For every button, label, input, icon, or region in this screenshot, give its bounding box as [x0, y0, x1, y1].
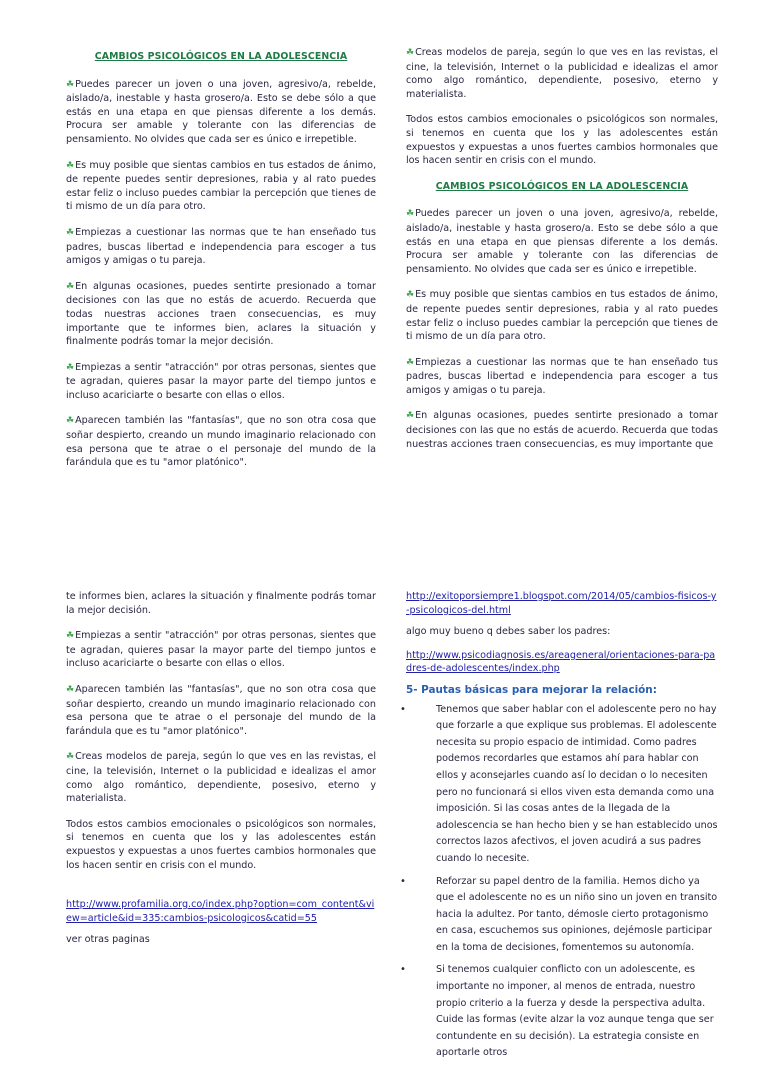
bullet-dot-icon: • — [400, 703, 406, 715]
leaf-bullet-icon: ☘ — [66, 752, 75, 763]
list-item: • Si tenemos cualquier conflicto con un adolescente, es importante no imponer, al menos de entrada, nuestro propio criterio a la fuerza y desde la perspectiva adulta. Cuide las formas (evite alzar la voz aunque tenga que ser contundente en su decisión). La estrategia consiste en aportarle otros — [400, 964, 714, 1059]
leaf-bullet-icon: ☘ — [406, 209, 415, 220]
blogspot-link[interactable]: http://exitoporsiempre1.blogspot.com/2014/05/cambios-fisicos-y-psicologicos-del.html — [406, 591, 717, 616]
paragraph: ☘Aparecen también las "fantasías", que no son otra cosa que soñar despierto, creando un mundo imaginario relacionado con esa persona que te atrae o el personaje del mundo de la farándula que es tu "amor platónico". — [66, 415, 376, 469]
bottom-left-column — [66, 590, 376, 957]
paragraph: ☘Es muy posible que sientas cambios en tus estados de ánimo, de repente puedes sentir depresiones, rabia y al rato puedes estar feliz o incluso puedes cambiar la percepción que tienes de ti mismo de un día para otro. — [66, 159, 376, 213]
guidelines-subheading: 5- Pautas básicas para mejorar la relación: — [406, 683, 657, 696]
leaf-bullet-icon: ☘ — [406, 48, 415, 58]
paragraph: ☘Empiezas a cuestionar las normas que te han enseñado tus padres, buscas libertad e independencia para escoger a tus amigos y amigas o tu pareja. — [406, 356, 718, 396]
parents-note: algo muy bueno q debes saber los padres: — [406, 626, 611, 638]
footer-text: ver otras paginas — [66, 934, 150, 946]
leaf-bullet-icon: ☘ — [66, 362, 75, 373]
bullet-dot-icon: • — [400, 964, 406, 976]
paragraph: ☘Creas modelos de pareja, según lo que ves en las revistas, el cine, la televisión, Internet o la publicidad e idealizas el amor como algo romántico, dependiente, posesivo, eterno y materialista. — [66, 751, 376, 805]
leaf-bullet-icon: ☘ — [406, 290, 415, 301]
profamilia-link[interactable]: http://www.profamilia.org.co/index.php?option=com_content&view=article&id=335:cambios-psicologicos&catid=55 — [66, 899, 375, 924]
psicodiagnosis-link[interactable]: http://www.psicodiagnosis.es/areageneral/orientaciones-para-padres-de-adolescentes/index.php — [406, 649, 716, 675]
leaf-bullet-icon: ☘ — [66, 684, 75, 695]
list-item: • Tenemos que saber hablar con el adolescente pero no hay que forzarle a que explique sus problemas. El adolescente necesita su propio espacio de intimidad. Como padres podemos recordarles que estamos ahí para hablar con ellos y aconsejarles cuando así lo decidan o lo necesiten pero no funcionará si ellos viven esta demanda como una imposición. Si las cosas antes de la llegada de la adolescencia se han hecho bien y se han establecido unos correctos lazos afectivos, el joven acudirá a sus padres cuando lo necesite. — [400, 703, 718, 864]
bottom-right-column — [400, 590, 718, 1068]
leaf-bullet-icon: ☘ — [66, 227, 75, 238]
paragraph: ☘Puedes parecer un joven o una joven, agresivo/a, rebelde, aislado/a, inestable y hasta grosero/a. Esto se debe sólo a que estás en una etapa en que piensas diferente a los demás. Procura ser amable y tolerante con las diferencias de pensamiento. No olvides que cada ser es único e irrepetible. — [406, 208, 718, 275]
list-item: • Reforzar su papel dentro de la familia. Hemos dicho ya que el adolescente no es un niño sino un joven en transito hacia la adultez. Por tanto, démosle cierto protagonismo en casa, escuchemos sus opiniones, dejémosle participar en la toma de decisiones, fomentemos su autonomía. — [400, 875, 718, 953]
paragraph: Todos estos cambios emocionales o psicológicos son normales, si tenemos en cuenta que los y las adolescentes están expuestos y expuestas a unos fuertes cambios hormonales que los hacen sentir en crisis con el mundo. — [406, 114, 718, 167]
leaf-bullet-icon: ☘ — [406, 411, 415, 422]
paragraph: ☘En algunas ocasiones, puedes sentirte presionado a tomar decisiones con las que no estás de acuerdo. Recuerda que todas nuestras acciones traen consecuencias, es muy importante que — [406, 410, 718, 450]
paragraph: ☘Empiezas a sentir "atracción" por otras personas, sientes que te agradan, quieres pasar la mayor parte del tiempo juntos e incluso acariciarte o besarte con ellas o ellos. — [66, 361, 376, 401]
leaf-bullet-icon: ☘ — [66, 631, 75, 642]
paragraph: Todos estos cambios emocionales o psicológicos son normales, si tenemos en cuenta que los y las adolescentes están expuestos y expuestas a unos fuertes cambios hormonales que los hacen sentir en crisis con el mundo. — [66, 818, 376, 871]
leaf-bullet-icon: ☘ — [66, 160, 75, 171]
section-heading: CAMBIOS PSICOLÓGICOS EN LA ADOLESCENCIA — [435, 180, 689, 192]
guidelines-list — [400, 702, 718, 1062]
bullet-dot-icon: • — [400, 875, 406, 887]
paragraph: ☘En algunas ocasiones, puedes sentirte presionado a tomar decisiones con las que no estás de acuerdo. Recuerda que todas nuestras acciones traen consecuencias, es muy importante que te informes bien, aclares la situación y finalmente podrás tomar la mejor decisión. — [66, 280, 376, 348]
leaf-bullet-icon: ☘ — [66, 79, 75, 90]
paragraph-continuation: te informes bien, aclares la situación y finalmente podrás tomar la mejor decisión. — [66, 591, 376, 616]
top-right-column — [406, 46, 718, 463]
paragraph: ☘Aparecen también las "fantasías", que no son otra cosa que soñar despierto, creando un mundo imaginario relacionado con esa persona que te atrae o el personaje del mundo de la farándula que es tu "amor platónico". — [66, 683, 376, 737]
paragraph: ☘Empiezas a cuestionar las normas que te han enseñado tus padres, buscas libertad e independencia para escoger a tus amigos y amigas o tu pareja. — [66, 226, 376, 267]
leaf-bullet-icon: ☘ — [66, 281, 75, 292]
spacer — [66, 884, 376, 898]
paragraph: ☘Es muy posible que sientas cambios en tus estados de ánimo, de repente puedes sentir depresiones, rabia y al rato puedes estar feliz o incluso puedes cambiar la percepción que tienes de ti mismo de un día para otro. — [406, 289, 718, 343]
paragraph: ☘Empiezas a sentir "atracción" por otras personas, sientes que te agradan, quieres pasar la mayor parte del tiempo juntos e incluso acariciarte o besarte con ellas o ellos. — [66, 630, 376, 670]
paragraph: ☘Puedes parecer un joven o una joven, agresivo/a, rebelde, aislado/a, inestable y hasta grosero/a. Esto se debe sólo a que estás en una etapa en que piensas diferente a los demás. Procura ser amable y tolerante con las diferencias de pensamiento. No olvides que cada ser es único e irrepetible. — [66, 78, 376, 145]
leaf-bullet-icon: ☘ — [406, 357, 415, 368]
paragraph: ☘Creas modelos de pareja, según lo que ves en las revistas, el cine, la televisión, Internet o la publicidad e idealizas el amor como algo romántico, dependiente, posesivo, eterno y materialista. — [406, 47, 718, 100]
top-left-column — [66, 46, 376, 482]
section-heading: CAMBIOS PSICOLÓGICOS EN LA ADOLESCENCIA — [94, 51, 348, 62]
leaf-bullet-icon: ☘ — [66, 416, 75, 427]
